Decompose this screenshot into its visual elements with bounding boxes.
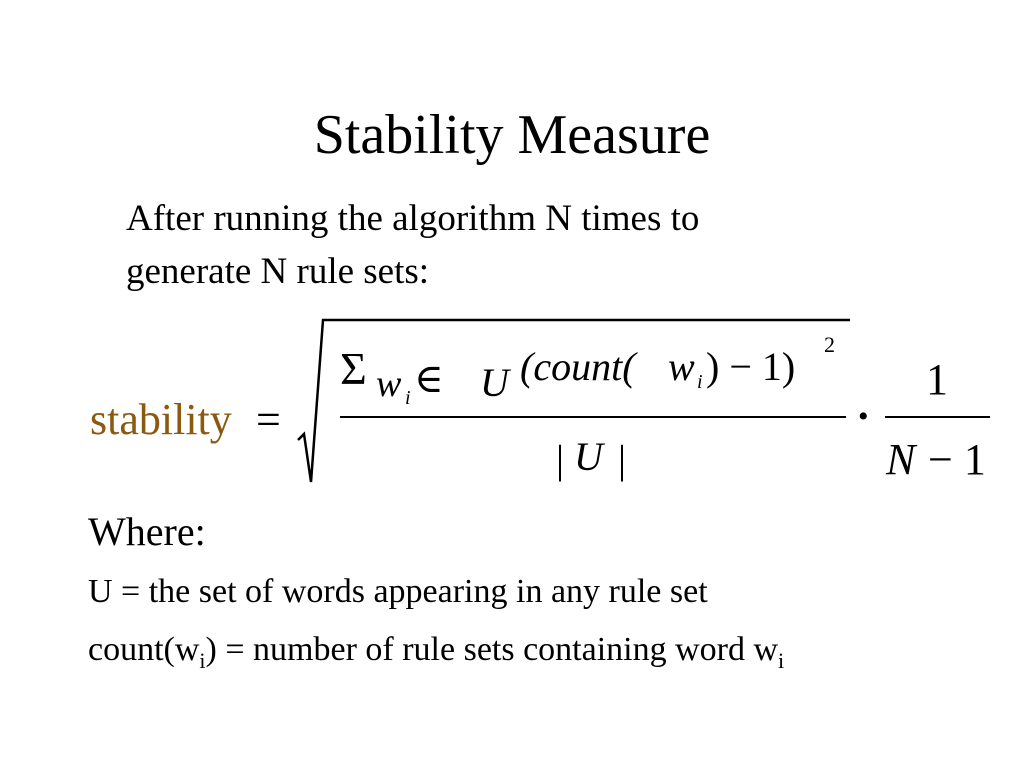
small-fraction-minus-one: − 1 bbox=[928, 435, 986, 484]
denominator-u: U bbox=[574, 434, 603, 479]
sum-symbol: Σ bbox=[340, 343, 367, 394]
count-definition-prefix: count(w bbox=[88, 631, 200, 668]
where-label: Where: bbox=[88, 509, 206, 554]
count-open-paren: (count( bbox=[520, 344, 636, 389]
u-definition: U = the set of words appearing in any rule set bbox=[88, 573, 708, 610]
stability-formula bbox=[0, 300, 1024, 500]
intro-text bbox=[126, 192, 886, 298]
intro-line-2: generate N rule sets: bbox=[126, 251, 430, 292]
denominator-bar-left: | bbox=[556, 437, 565, 482]
count-definition-end-subscript: i bbox=[778, 648, 785, 673]
slide-title: Stability Measure bbox=[313, 104, 711, 166]
count-w-subscript: i bbox=[697, 371, 703, 393]
formula-equals: = bbox=[256, 395, 281, 444]
small-fraction-numerator: 1 bbox=[926, 355, 948, 404]
numerator-exponent: 2 bbox=[824, 332, 835, 357]
sum-set-u: U bbox=[480, 360, 509, 405]
formula-lhs: stability bbox=[90, 395, 232, 444]
sum-w: w bbox=[376, 363, 402, 405]
denominator-bar-right: | bbox=[618, 437, 627, 482]
multiply-dot: • bbox=[858, 400, 869, 433]
count-definition bbox=[88, 629, 784, 671]
intro-line-1: After running the algorithm N times to bbox=[126, 198, 700, 239]
element-of-symbol: ∈ bbox=[414, 356, 444, 401]
small-fraction-n: N bbox=[886, 435, 916, 484]
count-open bbox=[520, 344, 638, 389]
count-definition-subscript: i bbox=[199, 648, 206, 673]
sum-w-subscript: i bbox=[405, 387, 411, 409]
count-definition-middle: ) = number of rule sets containing word w bbox=[205, 631, 779, 668]
count-w: w bbox=[668, 344, 695, 389]
count-close: ) − 1) bbox=[706, 344, 796, 389]
